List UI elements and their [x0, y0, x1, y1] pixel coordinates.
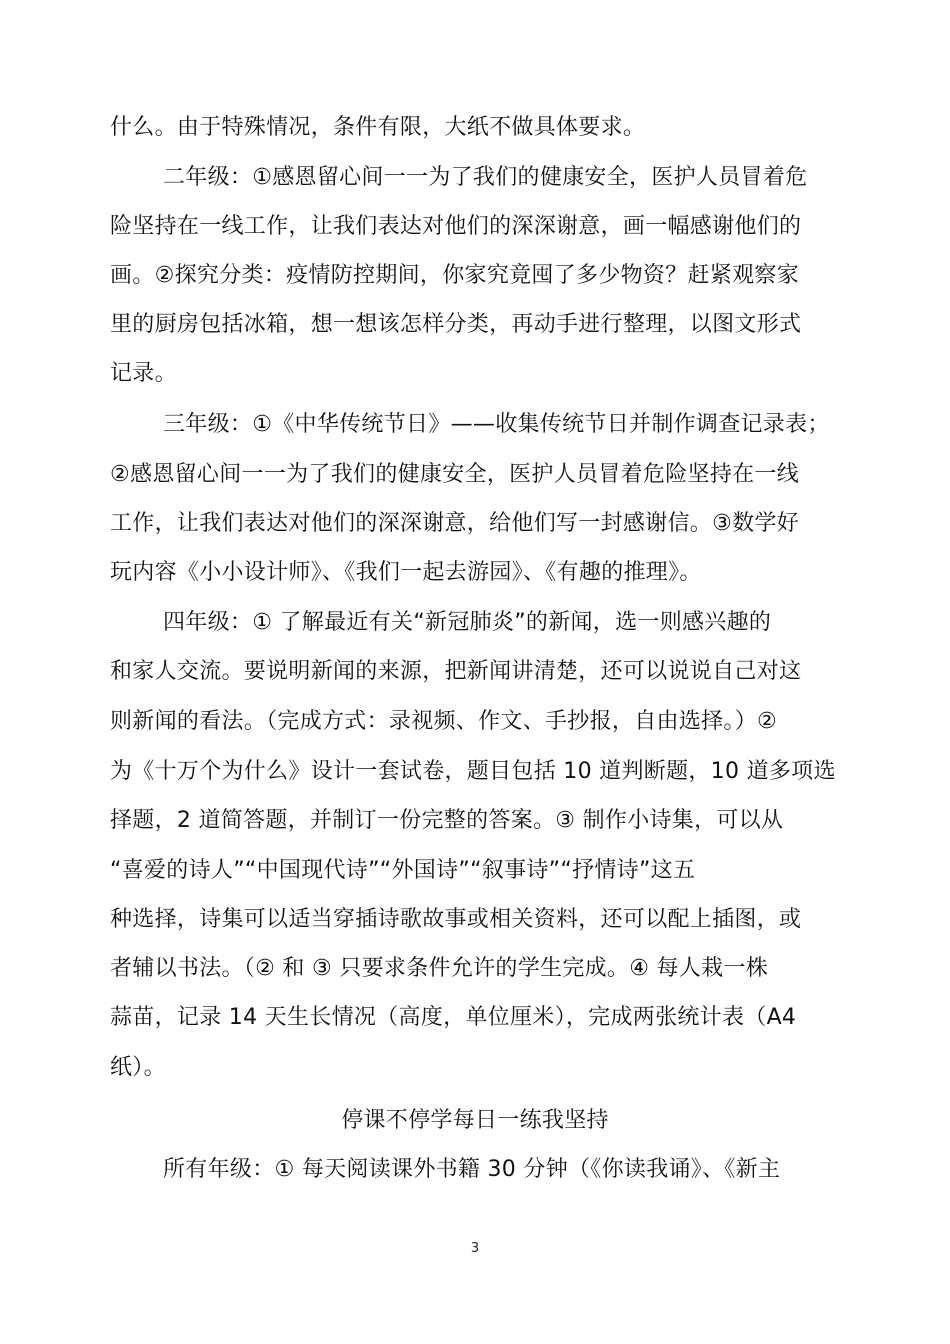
- text-line: 择题，2 道简答题，并制订一份完整的答案。③ 制作小诗集，可以从: [110, 808, 784, 833]
- text-line: 为《十万个为什么》设计一套试卷，题目包括 10 道判断题，10 道多项选: [110, 759, 836, 784]
- text-line: 工作，让我们表达对他们的深深谢意，给他们写一封感谢信。③数学好: [110, 511, 800, 536]
- text-line: 纸）。: [110, 1055, 166, 1080]
- text-line: ②感恩留心间一一为了我们的健康安全，医护人员冒着危险坚持在一线: [110, 462, 800, 487]
- all-grades-paragraph-start: 所有年级：① 每天阅读课外书籍 30 分钟（《你读我诵》、《新主: [163, 1157, 781, 1182]
- text-line: 什么。由于特殊情况，条件有限，大纸不做具体要求。: [110, 115, 646, 140]
- page-number: 3: [470, 1241, 480, 1256]
- text-line: 记录。: [110, 361, 177, 386]
- text-line: 蒜苗，记录 14 天生长情况（高度，单位厘米），完成两张统计表（A4: [110, 1005, 797, 1030]
- text-line: 者辅以书法。（② 和 ③ 只要求条件允许的学生完成。④ 每人栽一株: [110, 956, 769, 981]
- text-line: 种选择，诗集可以适当穿插诗歌故事或相关资料，还可以配上插图，或: [110, 907, 802, 932]
- text-line: 险坚持在一线工作，让我们表达对他们的深深谢意，画一幅感谢他们的: [110, 214, 802, 239]
- grade3-paragraph-start: 三年级：①《中华传统节日》——收集传统节日并制作调查记录表；: [163, 412, 830, 437]
- text-line: “喜爱的诗人”“中国现代诗”“外国诗”“叙事诗”“抒情诗”这五: [110, 858, 696, 883]
- grade4-paragraph-start: 四年级：① 了解最近有关“新冠肺炎”的新闻，选一则感兴趣的: [163, 610, 772, 635]
- grade2-paragraph-start: 二年级：①感恩留心间一一为了我们的健康安全，医护人员冒着危: [163, 165, 808, 190]
- text-line: 玩内容《小小设计师》、《我们一起去游园》、《有趣的推理》。: [110, 560, 702, 585]
- text-line: 和家人交流。要说明新闻的来源，把新闻讲清楚，还可以说说自己对这: [110, 659, 802, 684]
- text-line: 画。②探究分类：疫情防控期间，你家究竟囤了多少物资？赶紧观察家: [110, 263, 800, 288]
- section-heading: 停课不停学每日一练我坚持: [341, 1108, 609, 1133]
- text-line: 里的厨房包括冰箱，想一想该怎样分类，再动手进行整理，以图文形式: [110, 312, 802, 337]
- text-line: 则新闻的看法。（完成方式：录视频、作文、手抄报，自由选择。）②: [110, 709, 778, 734]
